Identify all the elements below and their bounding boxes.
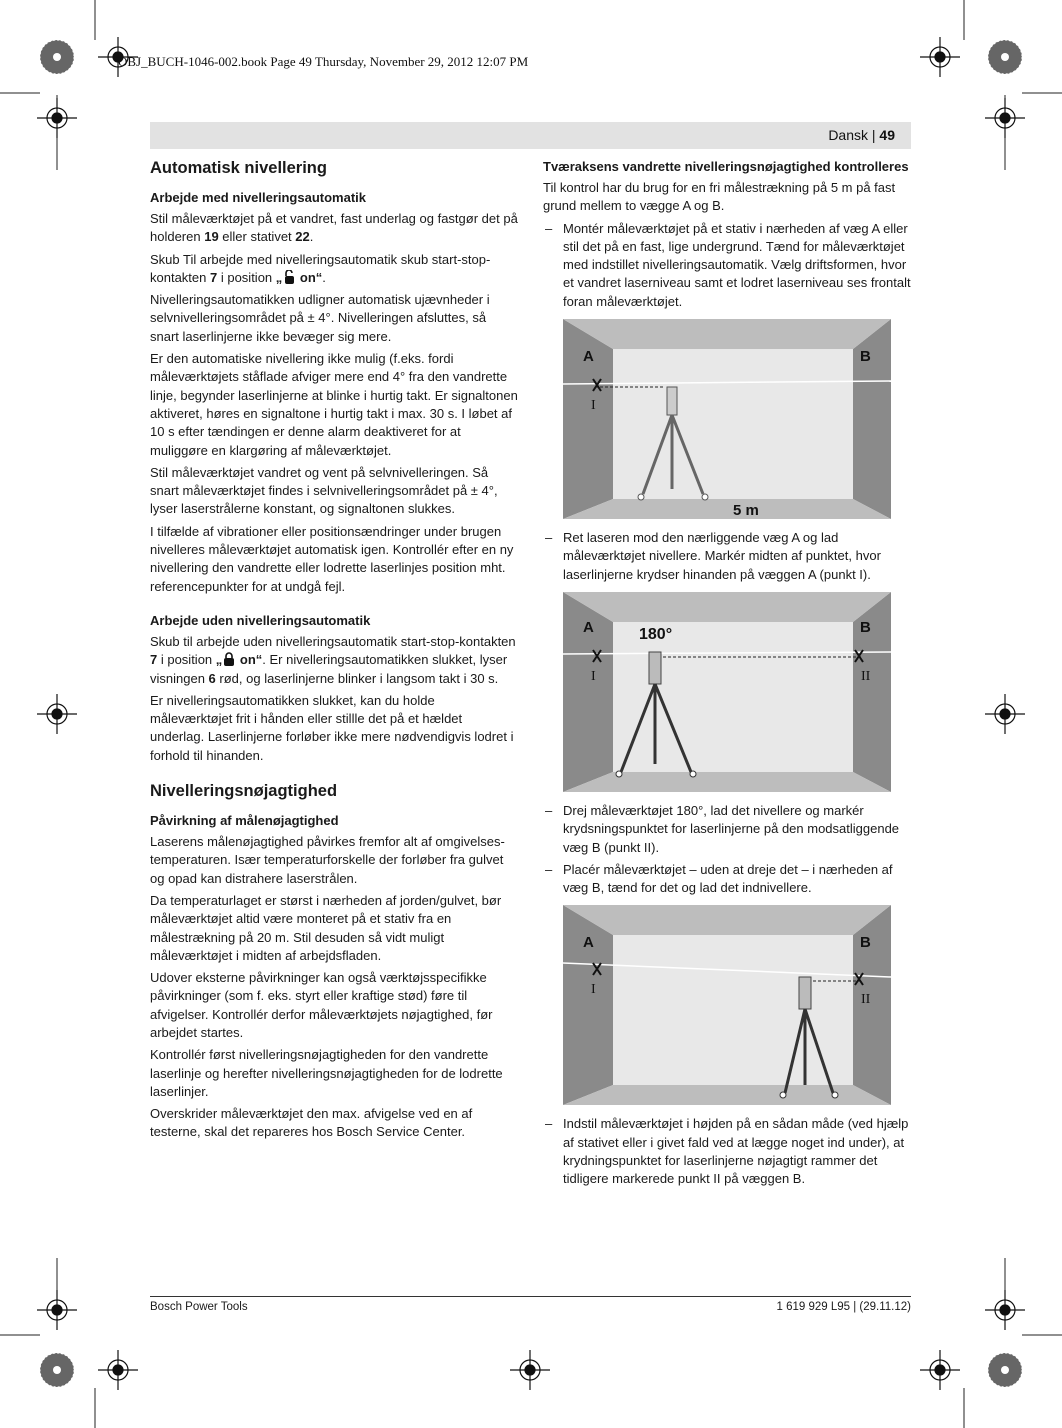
paragraph: I tilfælde af vibrationer eller positionsændringer under brugen nivelleres måleværktøjet automatisk igen. Kontrollér efter en ny nivellering den vandrette eller lodrette laserlinjes position mht. referencepunkter for at undgå fejl. (150, 523, 514, 594)
svg-text:A: A (583, 618, 594, 636)
paragraph: Kontrollér først nivelleringsnøjagtigheden for den vandrette laserlinje og herefter nivelleringsnøjagtigheden for de lodrette laserlinjer. (150, 1047, 503, 1099)
paragraph: Er nivelleringsautomatikken slukket, kan du holde måleværktøjet frit i hånden eller stillle det på et hældet underlag. Laserlinjerne forløber ikke mere nødvendigvis lodret i forhold til hinanden. (150, 692, 514, 763)
svg-text:II: II (861, 992, 871, 1008)
label-rotation: 180° (639, 625, 673, 643)
paragraph: Er den automatiske nivellering ikke mulig (f.eks. fordi måleværktøjets ståflade afviger mere end 4° fra den vandrette linje, begynder laserlinjerne at blinke i hurtig takt. Er signaltonen aktiveret, høres en signaltone i hurtig takt i max. 30 s. I løbet af 10 s efter tændingen er denne alarm deaktiveret for at muliggøre en klargøring af måleværktøjet. (150, 351, 518, 458)
page-header (150, 122, 911, 149)
heading-check: Tværaksens vandrette nivelleringsnøjagtighed kontrolleres (543, 159, 909, 174)
header-text (828, 127, 895, 143)
heading-with-leveling: Arbejde med nivelleringsautomatik (150, 190, 367, 205)
figure-setup-5m (563, 319, 891, 519)
footer-rule (150, 1296, 911, 1297)
list-item: – Drej måleværktøjet 180°, lad det nivellere og markér krydsningspunktet for laserlinjerne på den modsatliggende væg B (punkt II). (545, 802, 900, 855)
paragraph: Skub Til arbejde med nivelleringsautomatik skub start-stop-kontakten 7 i position „ on“. (150, 251, 491, 285)
figure-rotate-180 (563, 592, 891, 792)
footer-publisher: Bosch Power Tools (150, 1301, 248, 1313)
svg-text:B: B (860, 618, 871, 636)
label-point-i: I (591, 398, 596, 414)
left-column (150, 158, 518, 1146)
label-distance: 5 m (733, 502, 759, 520)
right-column (543, 158, 913, 1193)
label-wall-b: B (860, 348, 871, 366)
heading-without-leveling: Arbejde uden nivelleringsautomatik (150, 612, 371, 628)
lock-open-icon (282, 270, 296, 284)
paragraph: Overskrider måleværktøjet den max. afvigelse ved en af testerne, skal det repareres hos Bosch Service Center. (150, 1106, 473, 1140)
list-item: – Ret laseren mod den nærliggende væg A og lad måleværktøjet nivellere. Markér midten af punktet, hvor laserlinjerne krydser hinanden på væggen A (punkt I). (545, 530, 881, 582)
list-item: – Indstil måleværktøjet i højden på en sådan måde (ved hjælp af stativet eller i givet fald ved at lægge noget ind under), at krydningspunktet for laserlinjerne nøjagtigt rammer det tidligere markerede punkt II på væggen B. (545, 1116, 909, 1187)
lock-closed-icon (222, 652, 236, 666)
svg-text:B: B (860, 934, 871, 952)
paragraph: Skub til arbejde uden nivelleringsautomatik start-stop-kontakten 7 i position „ on“. Er nivelleringsautomatikken slukket, lyser visningen 6 rød, og laserlinjerne blinker i langsom takt i 30 s. (150, 633, 516, 686)
heading-influence: Påvirkning af målenøjagtighed (150, 813, 339, 829)
footer-docnumber: 1 619 929 L95 | (29.11.12) (776, 1301, 911, 1313)
list-item: – Placér måleværktøjet – uden at dreje det – i nærheden af væg B, tænd for det og lad det indnivellere. (545, 861, 893, 896)
header-section: Dansk (828, 127, 868, 143)
header-separator: | (868, 127, 880, 143)
print-slug: OBJ_BUCH-1046-002.book Page 49 Thursday, November 29, 2012 12:07 PM (118, 54, 529, 69)
label-point-ii: II (861, 668, 871, 684)
paragraph: Da temperaturlaget er størst i nærheden af jorden/gulvet, bør måleværktøjet altid være monteret på et stativ fra en målestrækning på 20 m. Stil desuden så vidt muligt måleværktøjet i midten af arbejdsfladen. (150, 892, 502, 963)
list-item: – Montér måleværktøjet på et stativ i nærheden af væg A eller stil det på en fast, lige undergrund. Tænd for måleværktøjet med indstillet nivelleringsautomatik. Vælg driftsformen, hvor et vandret laserniveau samt et lodret laserniveau ses frontalt foran måleværktøjet. (545, 220, 911, 309)
label-wall-a: A (583, 348, 594, 366)
heading-auto-leveling: Automatisk nivellering (150, 159, 327, 177)
paragraph: Udover eksterne påvirkninger kan også værktøjsspecifikke påvirkninger (som f. eks. styrt eller kraftige stød) føre til afvigelser. Kontrollér derfor måleværktøjets nøjagtighed, før arbejdet startes. (150, 970, 493, 1040)
paragraph: Stil måleværktøjet vandret og vent på selvnivelleringen. Så snart måleværktøjet findes i selvnivelleringsområdet på ± 4°, lyser laserstrålerne konstant, og signaltonen slukkes. (150, 464, 498, 517)
figure-near-wall-b (563, 905, 891, 1105)
svg-text:A: A (583, 934, 594, 952)
paragraph: Til kontrol har du brug for en fri målestrækning på 5 m på fast grund mellem to vægge A og B. (543, 180, 896, 214)
paragraph: Stil måleværktøjet på et vandret, fast underlag og fastgør det på holderen 19 eller stativet 22. (150, 211, 518, 245)
svg-text:I: I (591, 668, 596, 684)
svg-text:I: I (591, 982, 596, 998)
page-number: 49 (879, 127, 895, 143)
heading-accuracy: Nivelleringsnøjagtighed (150, 782, 338, 801)
paragraph: Nivelleringsautomatikken udligner automatisk ujævnheder i selvnivelleringsområdet på ± 4°. Nivelleringen afsluttes, så snart laserlinjerne ikke bevæger sig mere. (150, 292, 490, 344)
paragraph: Laserens målenøjagtighed påvirkes fremfor alt af omgivelses-temperaturen. Især temperaturforskelle der forløber fra gulvet og opad kan distrahere laserstrålen. (150, 834, 505, 886)
